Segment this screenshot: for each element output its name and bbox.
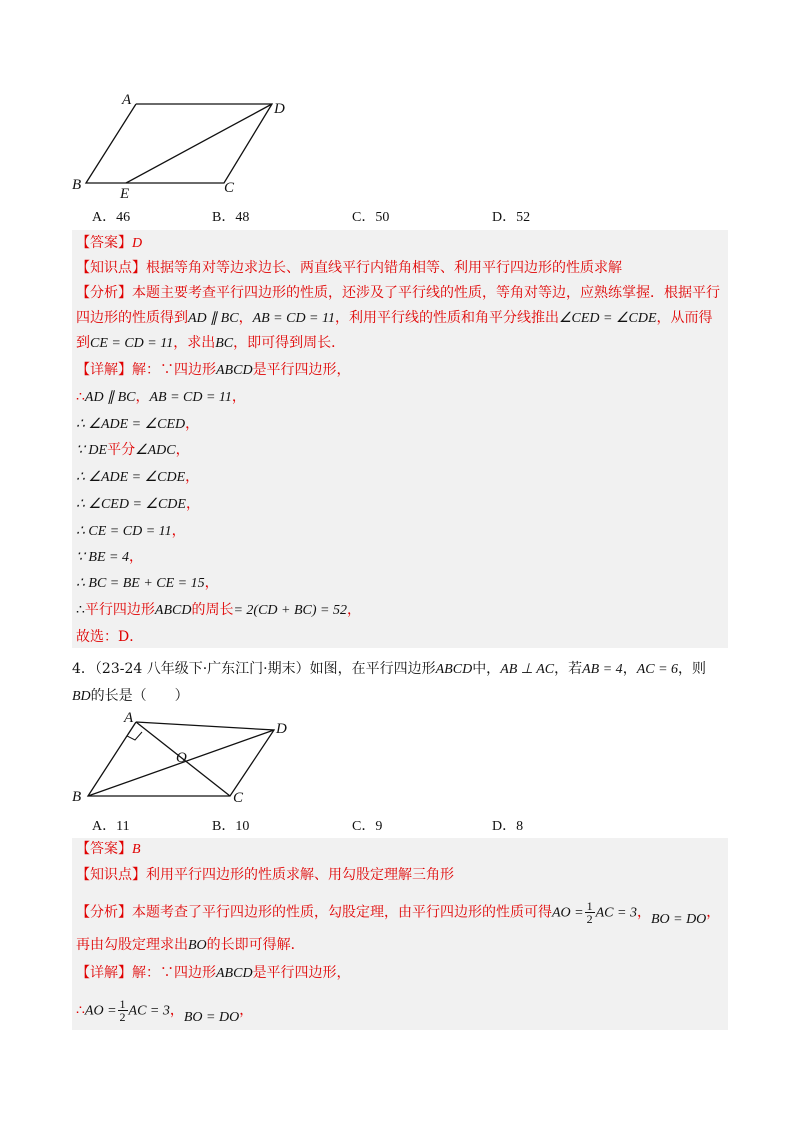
answer-line: 【答案】D [76,235,143,251]
fraction: $\frac{1}{2}$ [586,899,593,926]
label-O: O [176,750,187,766]
step-5: ∴ ∠ADE = ∠CDE， [76,469,200,485]
q4-solution-box [72,838,728,1030]
q4-line-1: 4．（23-24 八年级下·广东江门·期末）如图，在平行四边形ABCD中，AB ⊥ AC，若AB = 4，AC = 6，则 [72,661,707,677]
label-C: C [224,180,235,196]
answer-value: B [132,842,141,857]
step-7: ∴ CE = CD = 11， [76,523,186,539]
analysis-line-1: 【分析】本题主要考查平行四边形的性质，还涉及了平行线的性质，等角对等边，应熟练掌握．根据平行 [76,285,720,301]
answer-line: 【答案】B [76,841,141,857]
knowledge-line: 【知识点】利用平行四边形的性质求解、用勾股定理解三角形 [76,867,454,883]
step-6: ∴ ∠CED = ∠CDE， [76,496,200,512]
analysis-line-1: 【分析】本题考查了平行四边形的性质，勾股定理，由平行四边形的性质可得AO = $\frac{1}{2}$ AC = 3，BO = DO， [76,899,721,927]
analysis-line-2: 四边形的性质得到AD ∥ BC，AB = CD = 11，利用平行线的性质和角平分线推出∠CED = ∠CDE，从而得 [76,310,713,326]
step-3: ∴ ∠ADE = ∠CED， [76,416,200,432]
option-b[interactable]: B．10 [212,819,250,834]
q3-options [92,206,652,226]
option-a[interactable]: A．46 [92,210,131,225]
option-c[interactable]: C．50 [352,210,390,225]
analysis-line-3: 到CE = CD = 11，求出BC，即可得到周长． [76,335,346,351]
option-b[interactable]: B．48 [212,210,250,225]
option-c[interactable]: C．9 [352,819,383,834]
knowledge-line: 【知识点】根据等角对等边求边长、两直线平行内错角相等、利用平行四边形的性质求解 [76,260,622,276]
label-B: B [72,177,82,193]
option-a[interactable]: A．11 [92,819,130,834]
label-E: E [120,186,130,202]
label-B: B [72,789,82,805]
detail-line-1: 【详解】解：∵四边形ABCD是平行四边形， [76,362,351,378]
step-10: ∴平行四边形ABCD的周长= 2(CD + BC) = 52， [76,602,361,618]
label-C: C [233,790,244,806]
answer-value: D [132,236,143,251]
step-2: ∴AD ∥ BC，AB = CD = 11， [76,389,246,405]
question-4-stem [72,656,732,710]
step-8: ∵ BE = 4， [76,549,143,565]
step-11: 故选：D． [76,629,144,645]
label-D: D [274,101,285,117]
step-2: ∴AO = $\frac{1}{2}$ AC = 3，BO = DO， [76,997,254,1025]
parallelogram-figure-q4 [60,708,310,808]
label-A: A [122,92,132,108]
label-A: A [124,710,134,726]
option-d[interactable]: D．52 [492,210,531,225]
fraction: $\frac{1}{2}$ [119,997,126,1024]
label-D: D [276,721,287,737]
q3-solution-box [72,230,728,648]
q4-options [92,815,652,835]
step-4: ∵ DE平分∠ADC， [76,442,190,458]
analysis-line-2: 再由勾股定理求出BO的长即可得解． [76,937,305,953]
detail-line-1: 【详解】解：∵四边形ABCD是平行四边形， [76,965,351,981]
q4-line-2: BD的长是（ ） [72,688,189,704]
option-d[interactable]: D．8 [492,819,524,834]
step-9: ∴ BC = BE + CE = 15， [76,575,219,591]
parallelogram-figure-q3 [60,88,300,203]
